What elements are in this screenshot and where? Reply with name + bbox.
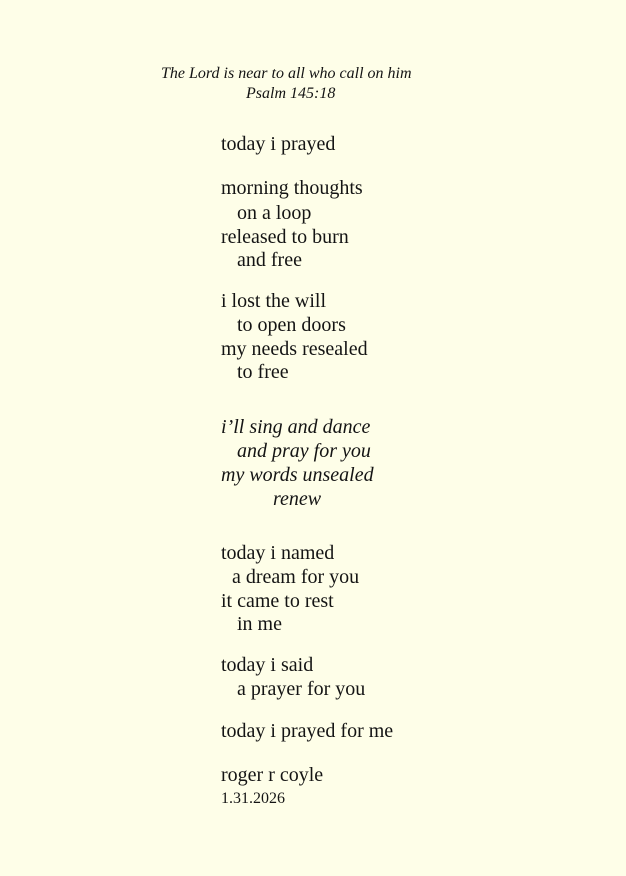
stanza-2-line-4: to free (237, 361, 289, 383)
stanza-4-line-2: a dream for you (232, 566, 360, 588)
stanza-5-line-2: a prayer for you (237, 678, 366, 700)
stanza-1-line-3: released to burn (221, 226, 349, 248)
stanza-3-line-3: my words unsealed (221, 464, 374, 486)
stanza-1-line-2: on a loop (237, 202, 312, 224)
stanza-1-line-4: and free (237, 249, 302, 271)
poem-closing-line: today i prayed for me (221, 720, 394, 742)
stanza-4-line-1: today i named (221, 542, 335, 564)
stanza-2-line-3: my needs resealed (221, 338, 368, 360)
stanza-4-line-4: in me (237, 613, 282, 635)
stanza-1-line-1: morning thoughts (221, 177, 363, 199)
poem-opening-line: today i prayed (221, 133, 336, 155)
stanza-2-line-1: i lost the will (221, 290, 326, 312)
epigraph-quote: The Lord is near to all who call on him (161, 65, 412, 82)
epigraph-reference: Psalm 145:18 (246, 85, 336, 102)
stanza-4-line-3: it came to rest (221, 590, 334, 612)
stanza-5-line-1: today i said (221, 654, 314, 676)
poem-date: 1.31.2026 (221, 790, 285, 807)
stanza-3-line-4: renew (273, 488, 322, 510)
stanza-2-line-2: to open doors (237, 314, 346, 336)
stanza-3-line-1: i’ll sing and dance (221, 416, 371, 438)
stanza-3-line-2: and pray for you (237, 440, 371, 462)
author-name: roger r coyle (221, 764, 324, 786)
